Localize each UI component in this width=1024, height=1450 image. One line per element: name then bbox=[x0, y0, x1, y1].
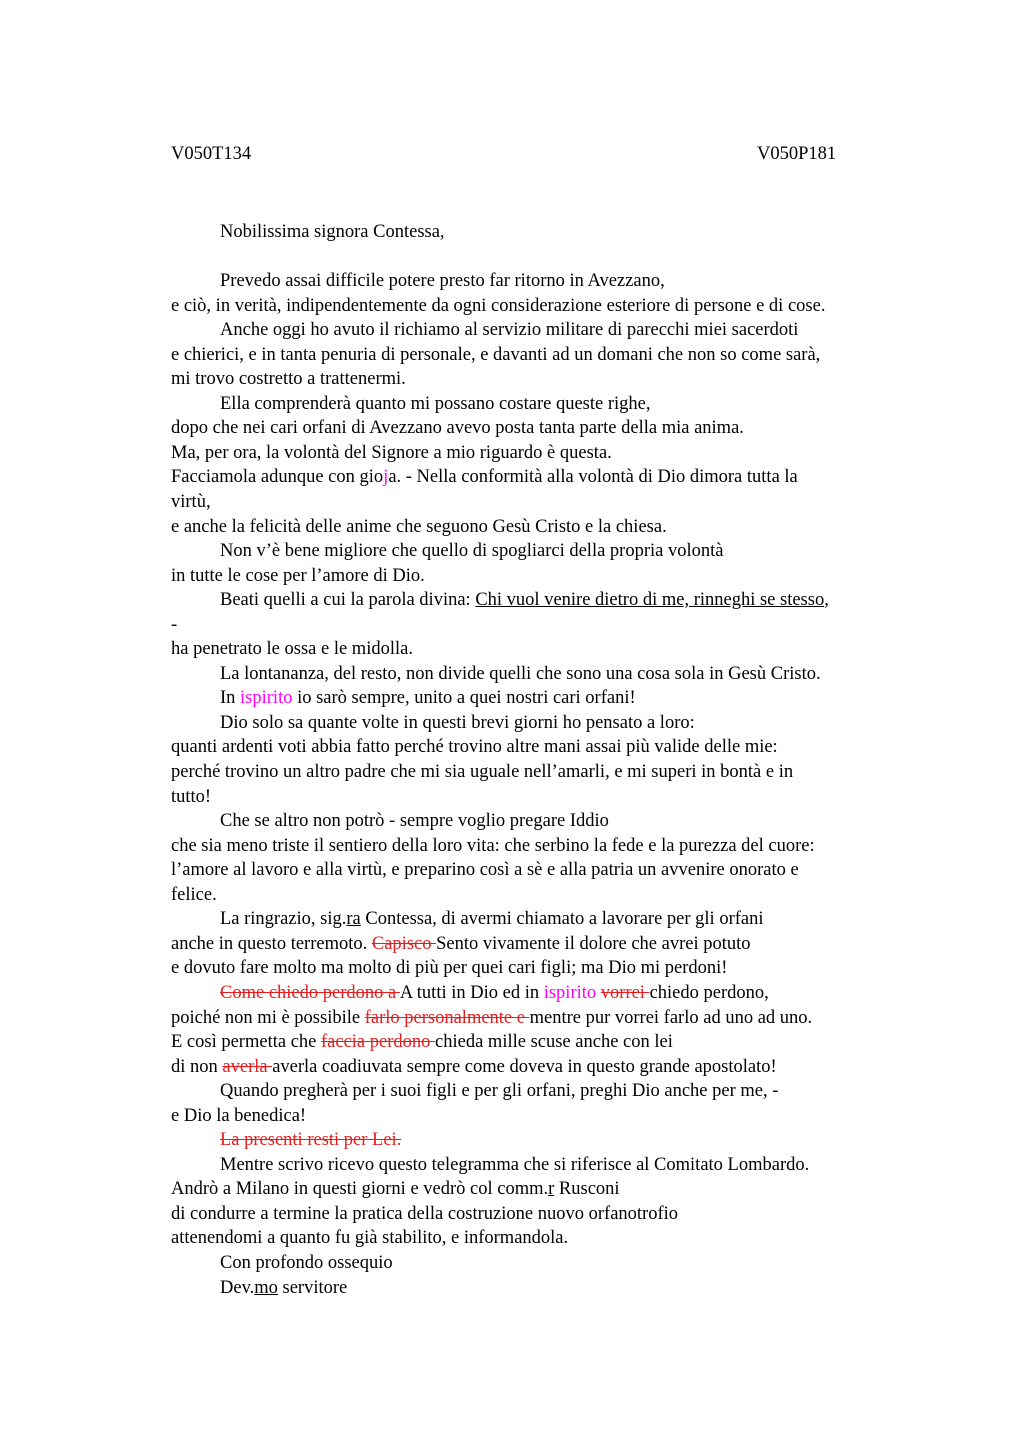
text-line bbox=[171, 1030, 911, 1055]
text-line: Non v’è bene migliore che quello di spogliarci della propria volontà bbox=[220, 541, 724, 562]
text-line: dopo che nei cari orfani di Avezzano avevo posta tanta parte della mia anima. bbox=[171, 418, 744, 439]
text-span: La ringrazio, sig. bbox=[220, 909, 347, 930]
text-line: mi trovo costretto a trattenermi. bbox=[171, 369, 406, 390]
deleted-text: Capisco bbox=[371, 933, 437, 954]
text-span: A tutti in Dio ed in bbox=[399, 982, 544, 1003]
text-line bbox=[171, 1177, 911, 1202]
document-code-right: V050P181 bbox=[757, 144, 837, 164]
deleted-text: vorrei bbox=[600, 982, 650, 1003]
text-span: chieda mille scuse anche con lei bbox=[435, 1032, 673, 1053]
text-line: tutto! bbox=[171, 786, 212, 807]
closing-line: Con profondo ossequio bbox=[220, 1252, 393, 1273]
text-span: Sento vivamente il dolore che avrei potuto bbox=[436, 933, 751, 954]
underlined-abbreviation: r bbox=[548, 1179, 555, 1200]
text-span: di non bbox=[171, 1056, 223, 1077]
text-span: Beati quelli a cui la parola divina: bbox=[220, 590, 476, 611]
text-line: che sia meno triste il sentiero della loro vita: che serbino la fede e la purezza del cuore: bbox=[171, 835, 815, 856]
text-line: - bbox=[171, 614, 178, 635]
text-line: Quando pregherà per i suoi figli e per gli orfani, preghi Dio anche per me, - bbox=[220, 1081, 779, 1102]
signature-line bbox=[171, 1276, 911, 1301]
text-span: Andrò a Milano in questi giorni e vedrò col comm. bbox=[171, 1179, 549, 1200]
deleted-text: averla bbox=[222, 1056, 273, 1077]
text-line bbox=[171, 932, 911, 957]
text-line: in tutte le cose per l’amore di Dio. bbox=[171, 565, 425, 586]
deleted-text: faccia perdono bbox=[321, 1032, 436, 1053]
text-line bbox=[171, 686, 911, 711]
text-span: Dev. bbox=[220, 1277, 255, 1298]
text-line bbox=[171, 1128, 911, 1153]
deleted-text: La presenti resti per Lei. bbox=[220, 1130, 402, 1151]
text-span: poiché non mi è possibile bbox=[171, 1007, 365, 1028]
text-line: di condurre a termine la pratica della costruzione nuovo orfanotrofio bbox=[171, 1203, 679, 1224]
inserted-text: j bbox=[383, 467, 389, 488]
text-line: Ma, per ora, la volontà del Signore a mio riguardo è questa. bbox=[171, 442, 612, 463]
text-line bbox=[171, 588, 911, 613]
text-span: E così permetta che bbox=[171, 1032, 321, 1053]
text-line: Anche oggi ho avuto il richiamo al servizio militare di parecchi miei sacerdoti bbox=[220, 320, 799, 341]
text-line: perché trovino un altro padre che mi sia uguale nell’amarli, e mi superi in bontà e in bbox=[171, 762, 794, 783]
text-line: Ella comprenderà quanto mi possano costare queste righe, bbox=[220, 393, 651, 414]
paragraph-gap bbox=[171, 245, 911, 270]
deleted-text: farlo personalmente e bbox=[364, 1007, 530, 1028]
text-line: Prevedo assai difficile potere presto far ritorno in Avezzano, bbox=[220, 271, 665, 292]
text-line: e dovuto fare molto ma molto di più per quei cari figli; ma Dio mi perdoni! bbox=[171, 958, 728, 979]
text-span: averla coadiuvata sempre come doveva in questo grande apostolato! bbox=[272, 1056, 777, 1077]
text-line: quanti ardenti voti abbia fatto perché trovino altre mani assai più valide delle mie: bbox=[171, 737, 778, 758]
salutation: Nobilissima signora Contessa, bbox=[220, 222, 445, 242]
text-line: virtù, bbox=[171, 492, 211, 513]
text-line: e Dio la benedica! bbox=[171, 1105, 307, 1126]
text-line: l’amore al lavoro e alla virtù, e preparino così a sè e alla patria un avvenire onorato e bbox=[171, 860, 799, 881]
text-line: Che se altro non potrò - sempre voglio pregare Iddio bbox=[220, 811, 609, 832]
underlined-abbreviation: mo bbox=[254, 1277, 278, 1298]
deleted-text: Come chiedo perdono a bbox=[220, 982, 400, 1003]
text-span: a. - Nella conformità alla volontà di Dio dimora tutta la bbox=[388, 467, 798, 488]
text-line bbox=[171, 1055, 911, 1080]
text-span: chiedo perdono, bbox=[649, 982, 769, 1003]
text-line: La lontananza, del resto, non divide quelli che sono una cosa sola in Gesù Cristo. bbox=[220, 663, 821, 684]
inserted-text: ispirito bbox=[543, 982, 597, 1003]
text-line: ha penetrato le ossa e le midolla. bbox=[171, 639, 413, 660]
text-span: Rusconi bbox=[554, 1179, 620, 1200]
document-header bbox=[171, 144, 911, 172]
text-line: e anche la felicità delle anime che seguono Gesù Cristo e la chiesa. bbox=[171, 516, 667, 537]
text-line bbox=[171, 907, 911, 932]
text-line: felice. bbox=[171, 884, 217, 905]
document-page bbox=[171, 144, 911, 1298]
text-span: Facciamola adunque con gio bbox=[171, 467, 384, 488]
letter-body bbox=[171, 220, 911, 1300]
text-line: Mentre scrivo ricevo questo telegramma che si riferisce al Comitato Lombardo. bbox=[220, 1154, 810, 1175]
text-span: servitore bbox=[277, 1277, 348, 1298]
text-line bbox=[171, 465, 911, 490]
text-line bbox=[171, 981, 911, 1006]
text-span: io sarò sempre, unito a quei nostri cari orfani! bbox=[292, 688, 636, 709]
document-code-left: V050T134 bbox=[171, 144, 252, 164]
text-line: e chierici, e in tanta penuria di personale, e davanti ad un domani che non so come sarà, bbox=[171, 344, 821, 365]
inserted-text: ispirito bbox=[240, 688, 293, 709]
text-line bbox=[171, 1006, 911, 1031]
text-line: attenendomi a quanto fu già stabilito, e informandola. bbox=[171, 1228, 569, 1249]
text-line: Dio solo sa quante volte in questi brevi giorni ho pensato a loro: bbox=[220, 712, 695, 733]
text-span: mentre pur vorrei farlo ad uno ad uno. bbox=[529, 1007, 813, 1028]
text-span: Contessa, di avermi chiamato a lavorare per gli orfani bbox=[360, 909, 764, 930]
text-span: anche in questo terremoto. bbox=[171, 933, 372, 954]
text-line: e ciò, in verità, indipendentemente da ogni considerazione esteriore di persone e di cose. bbox=[171, 295, 826, 316]
underlined-quote: Chi vuol venire dietro di me, rinneghi se stesso bbox=[475, 590, 825, 611]
underlined-abbreviation: ra bbox=[346, 909, 361, 930]
text-span: In bbox=[220, 688, 241, 709]
text-span: , bbox=[824, 590, 829, 611]
